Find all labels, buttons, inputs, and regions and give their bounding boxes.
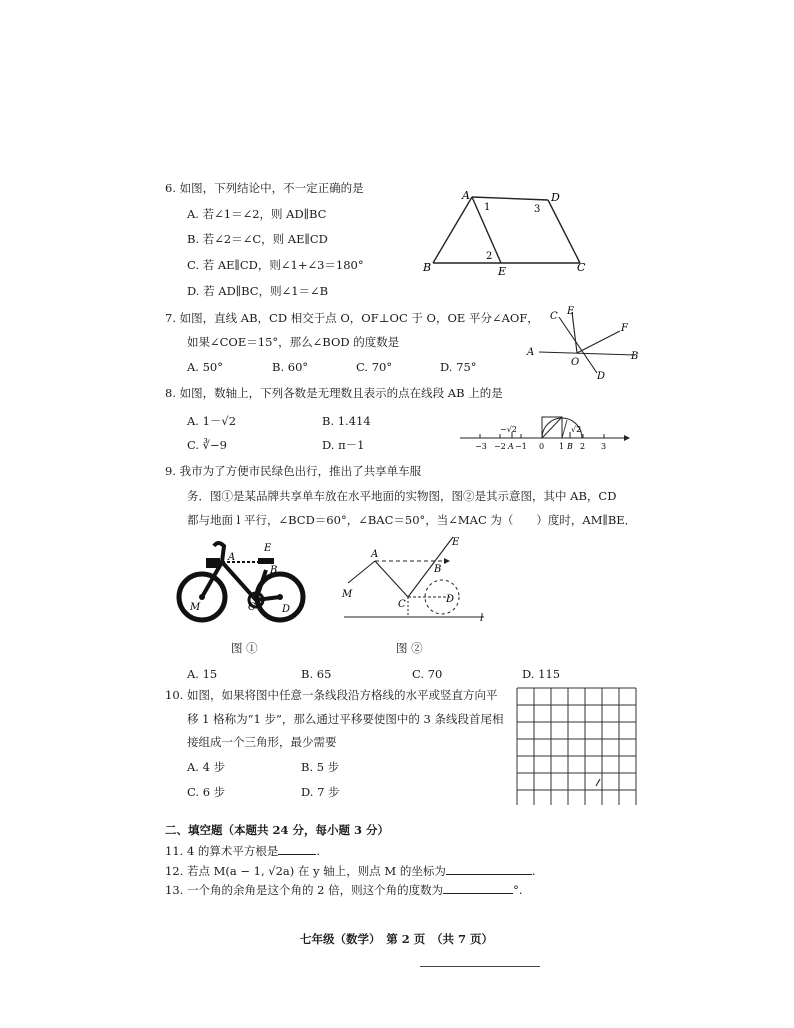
- q6-option-c: C. 若 AE∥CD，则∠1+∠3＝180°: [187, 258, 364, 272]
- q7-option-d: D. 75°: [440, 360, 477, 374]
- q7-label-f: F: [621, 323, 628, 334]
- q9-fig2-label-e: E: [452, 537, 460, 548]
- q10-option-a: A. 4 步: [187, 760, 226, 774]
- q8-option-b: B. 1.414: [322, 414, 371, 428]
- q11-text: 11. 4 的算术平方根是: [165, 844, 279, 858]
- q9-fig2-label-a: A: [371, 549, 379, 560]
- q9-option-d: D. 115: [522, 667, 561, 681]
- q9-fig2-label-b: B: [434, 564, 442, 575]
- q9-fig1-label-c: C: [248, 602, 256, 613]
- q6-stem: 6. 如图，下列结论中，不一定正确的是: [165, 181, 364, 195]
- q7-line1: 7. 如图，直线 AB，CD 相交于点 O，OF⊥OC 于 O，OE 平分∠AOF，: [165, 311, 539, 325]
- q11: [165, 842, 320, 859]
- q6-figure: [415, 185, 595, 277]
- q8-tick-2: 2: [580, 442, 586, 451]
- q9-fig2-label-l: l: [480, 613, 484, 624]
- q8-tick-1: 1: [559, 442, 565, 451]
- q9-schematic-figure: [338, 535, 490, 627]
- q9-fig1-label-m: M: [190, 602, 201, 613]
- q8-mark-root2: √2: [571, 425, 582, 434]
- q7-option-b: B. 60°: [272, 360, 309, 374]
- q9-fig1-label-e: E: [264, 543, 272, 554]
- q6-label-c: C: [577, 261, 586, 274]
- q13-answer-blank[interactable]: [443, 881, 513, 894]
- q7-label-o: O: [571, 357, 580, 368]
- q6-angle-2: 2: [486, 251, 493, 262]
- q8-tick-3: 3: [601, 442, 607, 451]
- q12: [165, 862, 535, 879]
- q9-line3: 都与地面 l 平行，∠BCD＝60°，∠BAC＝50°，当∠MAC 为（ ）度时，AM∥BE．: [187, 513, 637, 527]
- q10-option-d: D. 7 步: [301, 785, 340, 799]
- q12-period: .: [531, 864, 536, 878]
- q13: [165, 881, 522, 898]
- q9-fig1-label-a: A: [228, 552, 236, 563]
- q9-fig1-label-b: B: [270, 565, 278, 576]
- footer-divider: [420, 966, 540, 967]
- q9-fig2-label-d: D: [446, 594, 455, 605]
- q10-line1: 10. 如图，如果将图中任意一条线段沿方格线的水平或竖直方向平: [165, 688, 498, 702]
- q6-label-d: D: [551, 191, 560, 204]
- q10-line2: 移 1 格称为“1 步”，那么通过平移要使图中的 3 条线段首尾相: [187, 712, 504, 726]
- q6-angle-3: 3: [534, 204, 541, 215]
- q6-option-a: A. 若∠1＝∠2，则 AD∥BC: [187, 207, 327, 221]
- q7-option-c: C. 70°: [356, 360, 393, 374]
- q7-figure: [525, 303, 650, 383]
- q8-tick-neg1: −1: [515, 442, 527, 451]
- q13-unit: °.: [513, 883, 523, 897]
- q9-fig1-label-d: D: [282, 604, 291, 615]
- q7-label-a: A: [527, 347, 535, 358]
- q9-fig2-label-c: C: [398, 599, 406, 610]
- q9-option-b: B. 65: [301, 667, 332, 681]
- q8-mark-neg-root2: −√2: [500, 425, 517, 434]
- q8-point-a: A: [508, 442, 514, 451]
- q7-label-b: B: [631, 351, 639, 362]
- q12-answer-blank[interactable]: [446, 862, 532, 875]
- q12-text: 12. 若点 M(a − 1, √2a) 在 y 轴上，则点 M 的坐标为: [165, 864, 446, 878]
- q6-angle-1: 1: [484, 202, 491, 213]
- q11-period: .: [316, 844, 321, 858]
- q7-line2: 如果∠COE＝15°，那么∠BOD 的度数是: [187, 335, 400, 349]
- q8-point-b: B: [567, 442, 573, 451]
- q6-option-b: B. 若∠2＝∠C，则 AE∥CD: [187, 232, 328, 246]
- q8-tick-0: 0: [539, 442, 545, 451]
- q7-label-d: D: [597, 371, 606, 382]
- q6-label-e: E: [498, 265, 507, 277]
- q10-line3: 接组成一个三角形，最少需要: [187, 735, 337, 749]
- q8-option-d: D. π－1: [322, 438, 365, 452]
- q9-line1: 9. 我市为了方便市民绿色出行，推出了共享单车服: [165, 464, 422, 478]
- q8-tick-neg2: −2: [494, 442, 506, 451]
- q8-stem: 8. 如图，数轴上，下列各数是无理数且表示的点在线段 AB 上的是: [165, 386, 503, 400]
- q7-option-a: A. 50°: [187, 360, 223, 374]
- q9-fig2-label-m: M: [342, 589, 353, 600]
- q9-option-c: C. 70: [412, 667, 443, 681]
- q8-number-line: [458, 398, 630, 458]
- q6-label-a: A: [462, 189, 470, 202]
- page-footer: 七年级（数学） 第 2 页 （共 7 页）: [300, 932, 494, 946]
- q8-option-c: C. ∛−9: [187, 438, 227, 452]
- section2-title: 二、填空题（本题共 24 分，每小题 3 分）: [165, 823, 390, 837]
- q8-option-a: A. 1－√2: [187, 414, 237, 428]
- q13-text: 13. 一个角的余角是这个角的 2 倍，则这个角的度数为: [165, 883, 444, 897]
- q6-label-b: B: [423, 261, 432, 274]
- q7-label-c: C: [550, 311, 558, 322]
- q10-option-b: B. 5 步: [301, 760, 340, 774]
- q6-option-d: D. 若 AD∥BC，则∠1＝∠B: [187, 284, 329, 298]
- q9-fig2-caption: 图 ②: [396, 641, 423, 655]
- q10-grid-figure: [516, 687, 640, 805]
- q8-tick-neg3: −3: [475, 442, 487, 451]
- q10-option-c: C. 6 步: [187, 785, 226, 799]
- q9-option-a: A. 15: [187, 667, 218, 681]
- q11-answer-blank[interactable]: [278, 842, 316, 855]
- q7-label-e: E: [567, 306, 575, 317]
- q9-bicycle-figure: [170, 540, 315, 625]
- q9-fig1-caption: 图 ①: [231, 641, 258, 655]
- q9-line2: 务．图①是某品牌共享单车放在水平地面的实物图，图②是其示意图，其中 AB，CD: [187, 489, 617, 503]
